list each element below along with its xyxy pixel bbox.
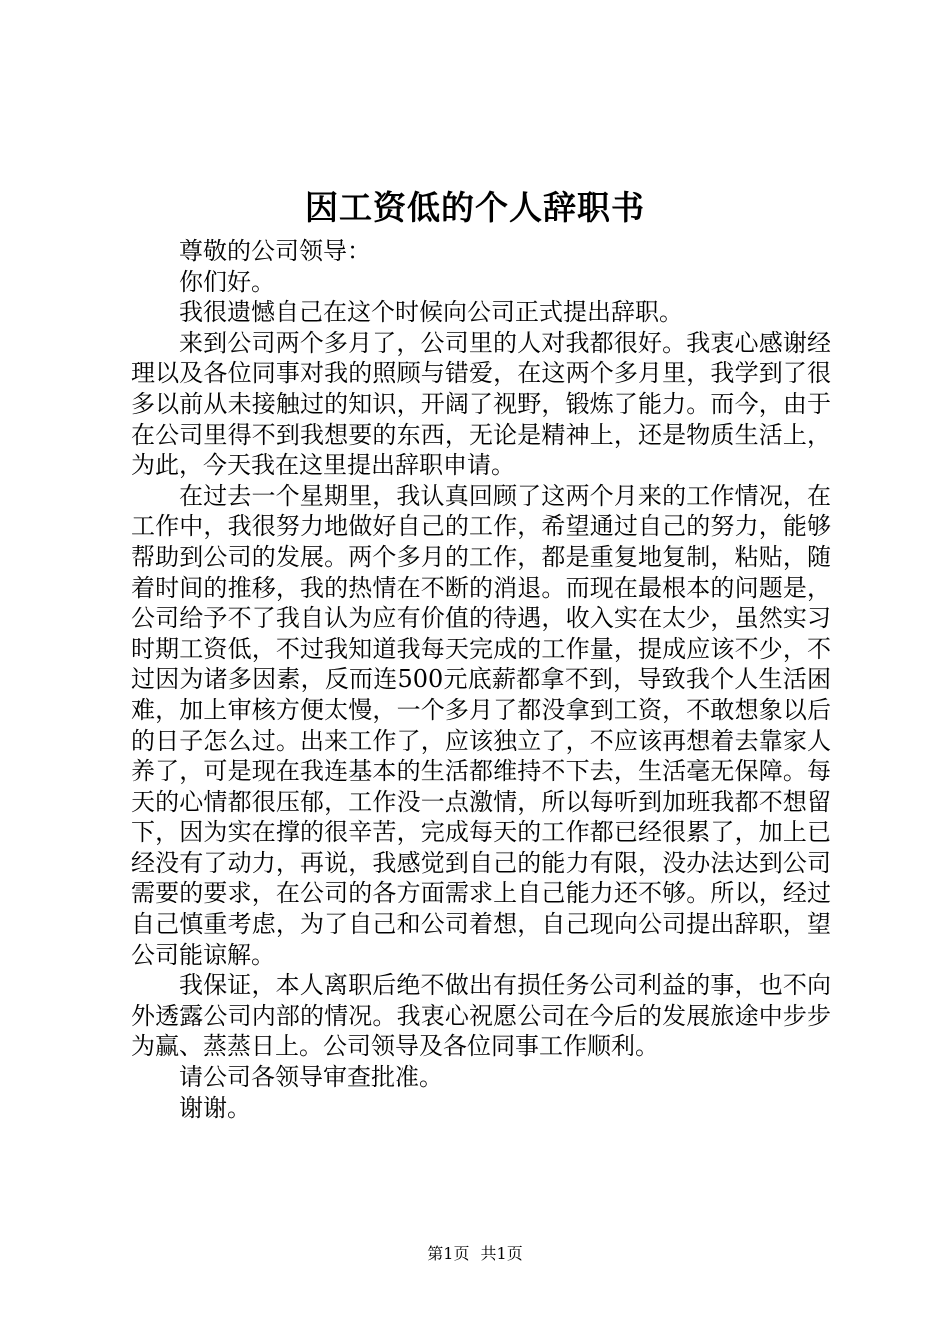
salutation: 尊敬的公司领导： (179, 237, 371, 265)
body-paragraph: 我保证，本人离职后绝不做出有损任务公司利益的事，也不向外透露公司内部的情况。我衷心祝愿公司在今后的发展旅途中步步为赢、蒸蒸日上。公司领导及各位同事工作顺利。 (131, 971, 831, 1061)
request-line: 请公司各领导审查批准。 (179, 1063, 443, 1092)
body-paragraph: 我很遗憾自己在这个时候向公司正式提出辞职。 (179, 298, 683, 327)
page-number: 第1页 (427, 1244, 470, 1263)
document-title: 因工资低的个人辞职书 (305, 188, 645, 227)
page-total: 共1页 (480, 1244, 523, 1263)
body-paragraph: 来到公司两个多月了，公司里的人对我都很好。我衷心感谢经理以及各位同事对我的照顾与错爱，在这两个多月里，我学到了很多以前从未接触过的知识，开阔了视野，锻炼了能力。而今，由于在公司里得不到我想要的东西，无论是精神上，还是物质生活上，为此，今天我在这里提出辞职申请。 (131, 328, 831, 480)
document-body (131, 236, 831, 1123)
greeting: 你们好。 (179, 267, 275, 296)
page-footer (0, 1244, 950, 1264)
closing-line: 谢谢。 (179, 1093, 251, 1122)
body-paragraph: 在过去一个星期里，我认真回顾了这两个月来的工作情况，在工作中，我很努力地做好自己的工作，希望通过自己的努力，能够帮助到公司的发展。两个多月的工作，都是重复地复制，粘贴，随着时间的推移，我的热情在不断的消退。而现在最根本的问题是，公司给予不了我自认为应有价值的待遇，收入实在太少，虽然实习时期工资低，不过我知道我每天完成的工作量，提成应该不少，不过因为诸多因素，反而连500元底薪都拿不到，导致我个人生活困难，加上审核方便太慢，一个多月了都没拿到工资，不敢想象以后的日子怎么过。出来工作了，应该独立了，不应该再想着去靠家人养了，可是现在我连基本的生活都维持不下去，生活毫无保障。每天的心情都很压郁，工作没一点激情，所以每听到加班我都不想留下，因为实在撑的很辛苦，完成每天的工作都已经很累了，加上已经没有了动力，再说，我感觉到自己的能力有限，没办法达到公司需要的要求，在公司的各方面需求上自己能力还不够。所以，经过自己慎重考虑，为了自己和公司着想，自己现向公司提出辞职，望公司能谅解。 (131, 481, 831, 969)
